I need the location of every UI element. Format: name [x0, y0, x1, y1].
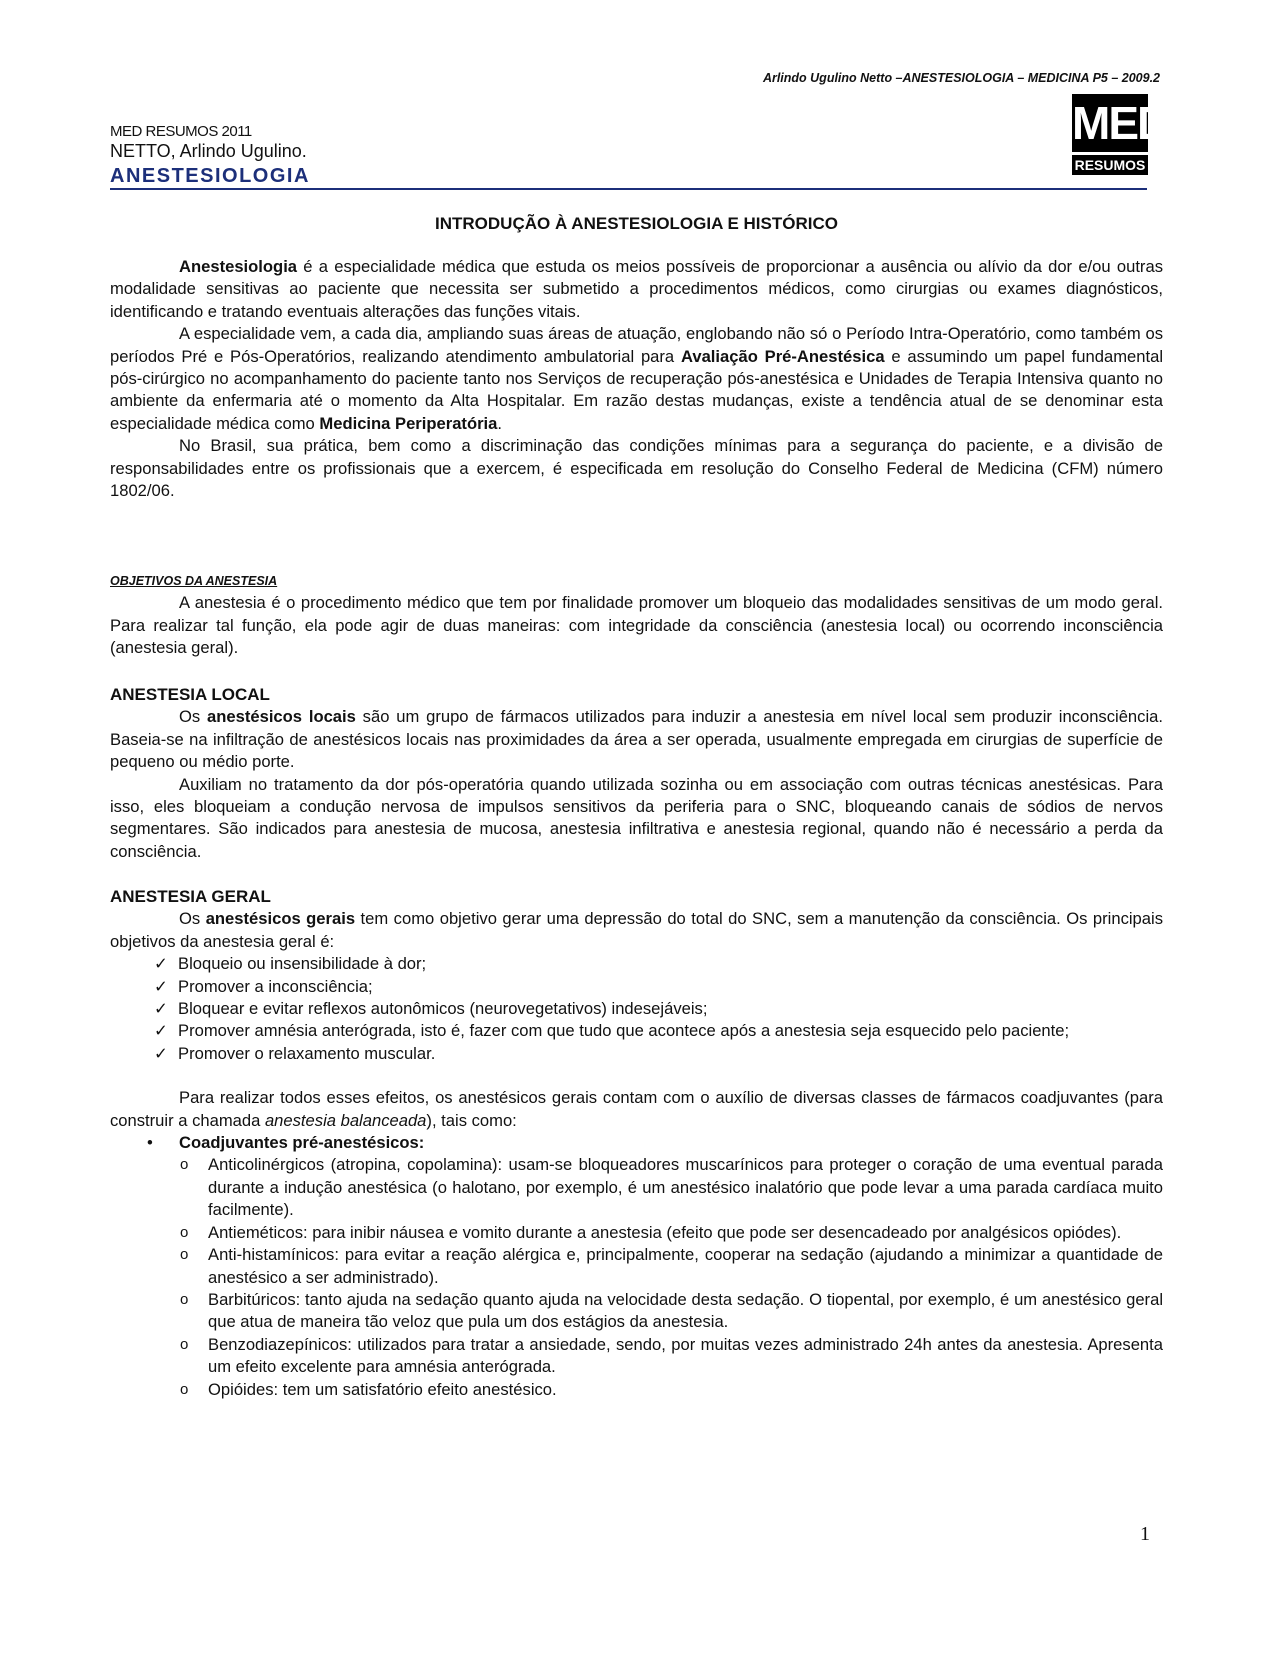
page-title: INTRODUÇÃO À ANESTESIOLOGIA E HISTÓRICO	[435, 214, 838, 233]
brand-author: NETTO, Arlindo Ugulino.	[110, 141, 307, 161]
objetivos-paragraph: A anestesia é o procedimento médico que tem por finalidade promover um bloqueio das modalidades sensitivas de um modo geral. Para realizar tal função, ela pode agir de duas maneiras: com integridade da consciência (anestesia local) ou ocorrendo inconsciência (anestesia geral).	[110, 593, 1163, 658]
page-number: 1	[1140, 1523, 1150, 1545]
local-p1-b: são um grupo de fármacos utilizados para induzir a anestesia em nível local sem produzir inconsciência. Baseia-se na infiltração de anestésicos locais nas proximidades da área a ser operada, usualmente empregada em cirurgias de superfície de pequeno ou médio porte.	[110, 707, 1163, 772]
term-avaliacao: Avaliação Pré-Anestésica	[680, 346, 885, 366]
geral-p1-b: tem como objetivo gerar uma depressão do total do SNC, sem a manutenção da consciência. Os principais objetivos da anestesia geral é:	[110, 909, 1163, 951]
geral-section	[110, 886, 1163, 1401]
geral-heading: ANESTESIA GERAL	[110, 887, 271, 906]
med-resumos-logo	[1072, 94, 1169, 178]
geral-p2-a: Para realizar todos esses efeitos, os anestésicos gerais contam com o auxílio de diversas classes de fármacos coadjuvantes (para construir a chamada	[110, 1088, 1163, 1130]
local-p1-a: Os	[179, 707, 208, 727]
intro-p2-b: e assumindo um papel fundamental pós-cirúrgico no acompanhamento do paciente tanto nos Serviços de recuperação pós-anestésica e Unidades de Terapia Intensiva quanto no ambiente da enfermaria até o momento da Alta Hospitalar. Em razão destas mudanças, existe a tendência atual de se denominar esta especialidade médica como	[110, 346, 1164, 433]
intro-p2-c: .	[497, 413, 503, 433]
checklist-item: ✓ Bloqueio ou insensibilidade à dor;	[154, 953, 1163, 975]
checklist-item: ✓ Promover a inconsciência;	[154, 976, 1163, 998]
intro-paragraph-3: No Brasil, sua prática, bem como a discriminação das condições mínimas para a segurança do paciente, e a divisão de responsabilidades entre os profissionais que a exercem, é especificada em resolução do Conselho Federal de Medicina (CFM) número 1802/06.	[110, 436, 1163, 501]
coadjuvantes-list	[110, 1154, 1163, 1400]
brand-subject: ANESTESIOLOGIA	[110, 165, 310, 187]
intro-paragraph-1	[110, 256, 1163, 323]
local-section	[110, 684, 1163, 863]
term-anestesicos-gerais: anestésicos gerais	[205, 909, 356, 929]
list-item: o Anticolinérgicos (atropina, copolamina): usam-se bloqueadores muscarínicos para proteger o coração de uma eventual parada durante a indução anestésica (o halotano, por exemplo, é um anestésico inalatório que pode levar a uma parada cardíaca muito facilmente).	[208, 1154, 1163, 1221]
checklist-item: ✓ Promover o relaxamento muscular.	[154, 1043, 1163, 1065]
objetivos-section	[110, 569, 1163, 660]
running-header: Arlindo Ugulino Netto –ANESTESIOLOGIA – MEDICINA P5 – 2009.2	[762, 71, 1160, 85]
geral-paragraph-2	[110, 1087, 1163, 1132]
brand-line-1: MED RESUMOS 2011	[110, 123, 252, 140]
local-heading: ANESTESIA LOCAL	[110, 685, 270, 704]
term-anestesia-balanceada: anestesia balanceada	[264, 1110, 427, 1130]
intro-p1-text: é a especialidade médica que estuda os meios possíveis de proporcionar a ausência ou alívio da dor e/ou outras modalidade sensitivas ao paciente que necessita ser submetido a procedimentos médicos, como cirurgias ou exames diagnósticos, identificando e tratando eventuais alterações das funções vitais.	[110, 257, 1163, 321]
intro-p2-a: A especialidade vem, a cada dia, ampliando suas áreas de atuação, englobando não só o Período Intra-Operatório, como também os períodos Pré e Pós-Operatórios, realizando atendimento ambulatorial para	[110, 324, 1163, 366]
logo-resumos: RESUMOS	[1072, 155, 1148, 175]
list-item: o Anti-histamínicos: para evitar a reação alérgica e, principalmente, cooperar na sedação (ajudando a minimizar a quantidade de anestésico a ser administrado).	[208, 1244, 1163, 1289]
checklist-item: ✓ Bloquear e evitar reflexos autonômicos (neurovegetativos) indesejáveis;	[154, 998, 1163, 1020]
list-item: o Antieméticos: para inibir náusea e vomito durante a anestesia (efeito que pode ser desencadeado por analgésicos opiódes).	[208, 1222, 1163, 1244]
bullet-coadjuvantes: • Coadjuvantes pré-anestésicos:	[110, 1132, 1163, 1154]
list-item: o Barbitúricos: tanto ajuda na sedação quanto ajuda na velocidade desta sedação. O tiopental, por exemplo, é um anestésico geral que atua de maneira tão veloz que pula um dos estágios da anestesia.	[208, 1289, 1163, 1334]
intro-paragraph-2	[110, 323, 1163, 435]
checklist-item: ✓ Promover amnésia anterógrada, isto é, fazer com que tudo que acontece após a anestesia seja esquecido pelo paciente;	[154, 1020, 1163, 1042]
term-anestesicos-locais: anestésicos locais	[207, 707, 356, 727]
term-medicina-periperatoria: Medicina Periperatória	[319, 413, 498, 433]
geral-p2-b: ), tais como:	[426, 1110, 517, 1130]
objetivos-heading: OBJETIVOS DA ANESTESIA	[110, 574, 278, 588]
list-item: o Opióides: tem um satisfatório efeito anestésico.	[208, 1379, 1163, 1401]
intro-section	[110, 256, 1163, 502]
term-anestesiologia: Anestesiologia	[179, 257, 298, 276]
list-item: o Benzodiazepínicos: utilizados para tratar a ansiedade, sendo, por muitas vezes administrado 24h antes da anestesia. Apresenta um efeito excelente para amnésia anterógrada.	[208, 1334, 1163, 1379]
logo-med: MED	[1072, 94, 1148, 152]
objectives-checklist	[110, 953, 1163, 1065]
local-paragraph-1	[110, 706, 1163, 773]
local-paragraph-2: Auxiliam no tratamento da dor pós-operatória quando utilizada sozinha ou em associação com outras técnicas anestésicas. Para isso, eles bloqueiam a condução nervosa de impulsos sensitivos da periferia para o SNC, bloqueando canais de sódios de nervos segmentares. São indicados para anestesia de mucosa, anestesia infiltrativa e anestesia regional, quando não é necessário a perda da consciência.	[110, 774, 1163, 861]
geral-paragraph-1	[110, 908, 1163, 953]
geral-p1-a: Os	[179, 909, 206, 929]
header-rule	[110, 188, 1147, 190]
